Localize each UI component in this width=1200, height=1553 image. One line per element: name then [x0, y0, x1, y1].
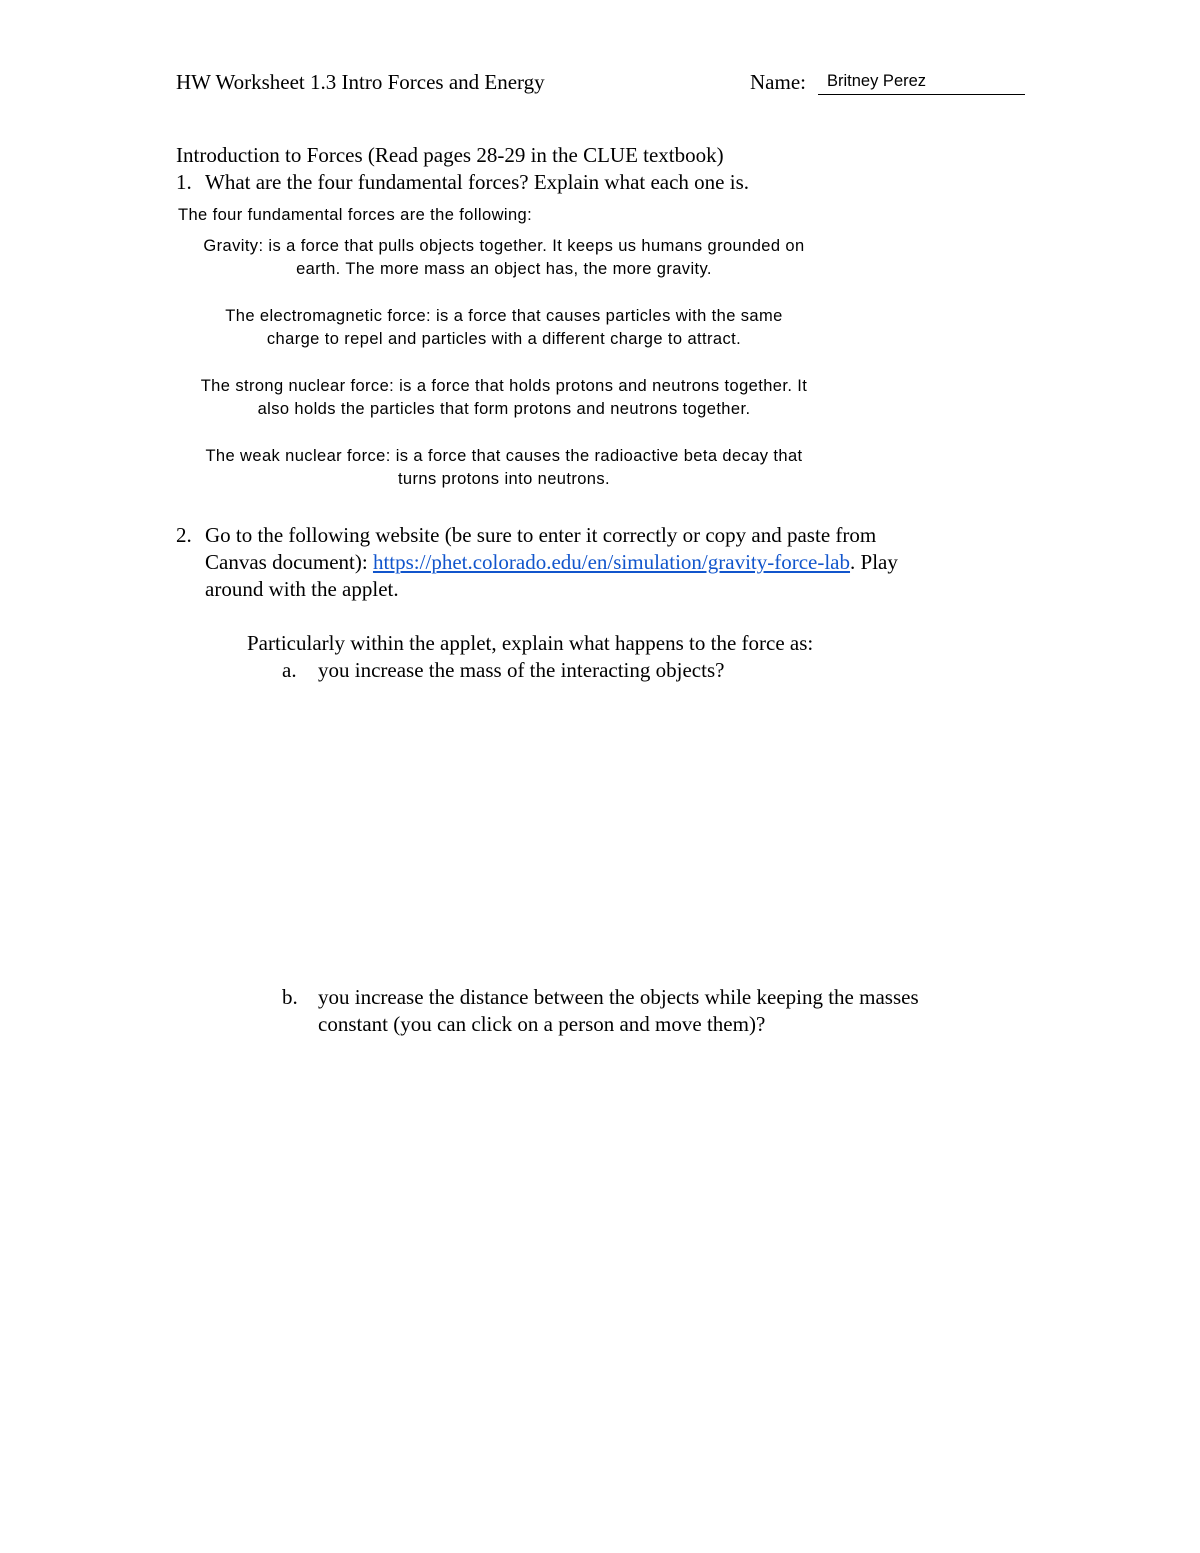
answer-intro: The four fundamental forces are the following:: [178, 206, 533, 224]
answer-electromagnetic-line-2: charge to repel and particles with a different charge to attract.: [266, 330, 742, 348]
answer-weak-nuclear-line-2: turns protons into neutrons.: [397, 470, 611, 488]
name-value: Britney Perez: [827, 72, 927, 90]
question-1-number: 1.: [176, 170, 192, 194]
answer-gravity-line-1: Gravity: is a force that pulls objects together. It keeps us humans grounded on: [203, 237, 805, 255]
answer-strong-nuclear-line-2: also holds the particles that form protons and neutrons together.: [257, 400, 751, 418]
question-2-line-1: Go to the following website (be sure to enter it correctly or copy and paste from: [205, 523, 877, 547]
section-heading: Introduction to Forces (Read pages 28-29 in the CLUE textbook): [176, 143, 724, 167]
question-2-line-2-prefix: Canvas document):: [205, 550, 373, 574]
worksheet-title: HW Worksheet 1.3 Intro Forces and Energy: [176, 70, 545, 94]
phet-simulation-link[interactable]: https://phet.colorado.edu/en/simulation/gravity-force-lab: [372, 550, 851, 574]
part-b-marker: b.: [282, 985, 298, 1009]
part-b-line-2: constant (you can click on a person and move them)?: [318, 1012, 766, 1036]
name-label: Name:: [750, 70, 806, 94]
part-a-marker: a.: [282, 658, 297, 682]
part-b-line-1: you increase the distance between the objects while keeping the masses: [318, 985, 919, 1009]
answer-gravity-line-2: earth. The more mass an object has, the more gravity.: [296, 260, 712, 278]
part-a-text: you increase the mass of the interacting objects?: [318, 658, 725, 682]
question-1-text: What are the four fundamental forces? Explain what each one is.: [205, 170, 750, 194]
answer-weak-nuclear-line-1: The weak nuclear force: is a force that causes the radioactive beta decay that: [205, 447, 803, 465]
question-2-line-2-suffix: . Play: [850, 550, 898, 574]
question-2-line-2: [205, 550, 898, 575]
answer-strong-nuclear-line-1: The strong nuclear force: is a force that holds protons and neutrons together. It: [200, 377, 808, 395]
answer-electromagnetic-line-1: The electromagnetic force: is a force that causes particles with the same: [225, 307, 783, 325]
question-2-line-3: around with the applet.: [205, 577, 399, 601]
question-2-prompt: Particularly within the applet, explain what happens to the force as:: [247, 631, 814, 655]
question-2-number: 2.: [176, 523, 192, 547]
name-underline: [818, 94, 1025, 95]
